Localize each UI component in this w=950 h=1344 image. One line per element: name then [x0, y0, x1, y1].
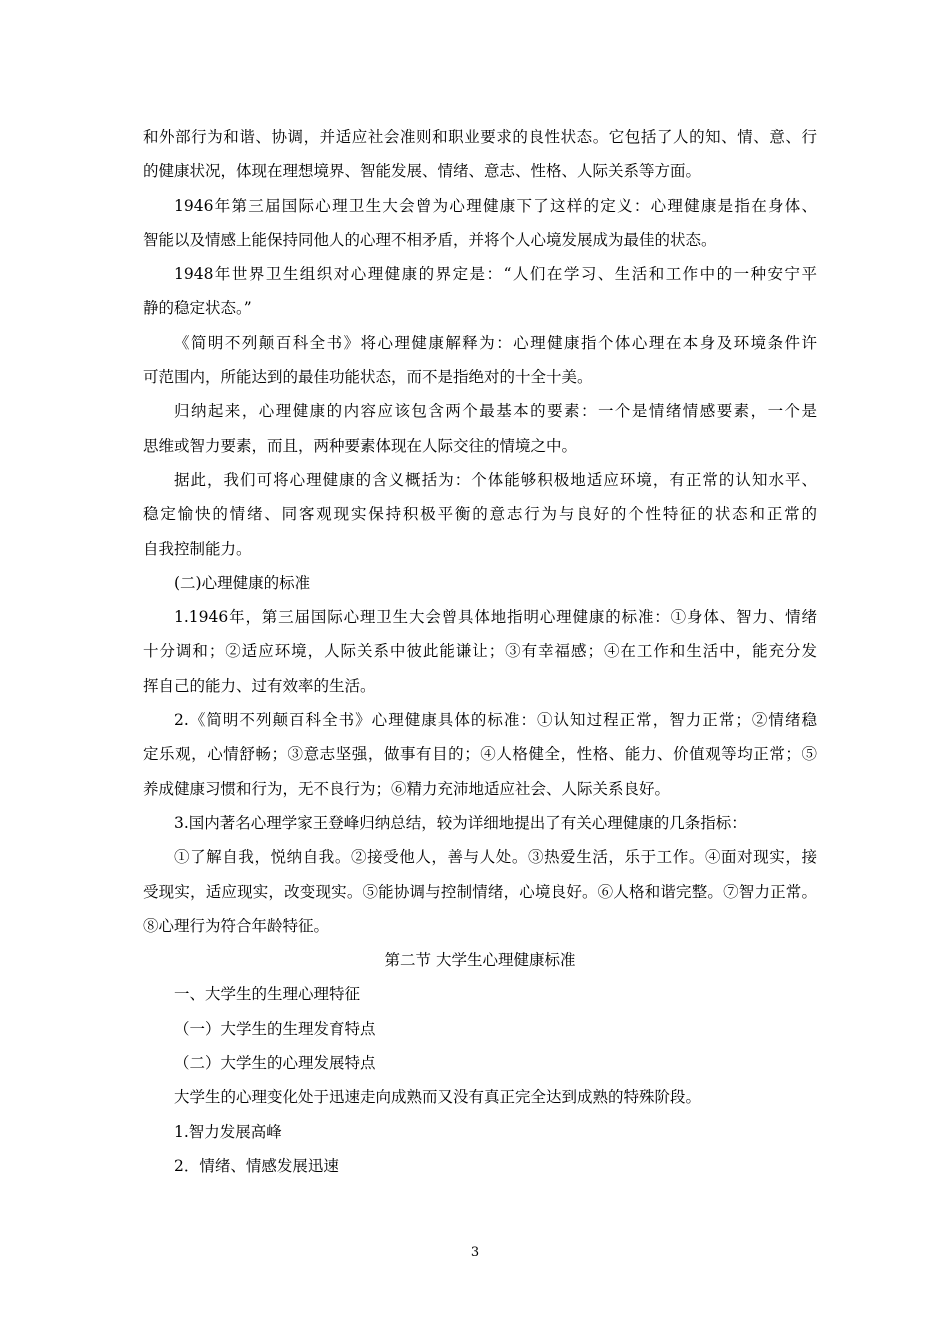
text-line: 挥自己的能力、过有效率的生活。	[143, 676, 376, 695]
text-line: 的健康状况，体现在理想境界、智能发展、情绪、意志、性格、人际关系等方面。	[143, 162, 702, 181]
text-line: 静的稳定状态。”	[143, 299, 252, 318]
text-line: 1946年第三届国际心理卫生大会曾为心理健康下了这样的定义：心理健康是指在身体、	[174, 196, 817, 215]
document-body	[143, 120, 817, 1183]
text-line: 3.国内著名心理学家王登峰归纳总结，较为详细地提出了有关心理健康的几条指标：	[174, 813, 747, 832]
text-line: 十分调和；②适应环境，人际关系中彼此能谦让；③有幸福感；④在工作和生活中，能充分发	[143, 642, 817, 661]
text-line: 2．情绪、情感发展迅速	[174, 1156, 339, 1175]
text-line: 稳定愉快的情绪、同客观现实保持积极平衡的意志行为与良好的个性特征的状态和正常的	[143, 505, 817, 524]
text-line: 《简明不列颠百科全书》将心理健康解释为：心理健康指个体心理在本身及环境条件许	[174, 333, 817, 352]
text-line: 智能以及情感上能保持同他人的心理不相矛盾，并将个人心境发展成为最佳的状态。	[143, 230, 717, 249]
text-line: 受现实，适应现实，改变现实。⑤能协调与控制情绪，心境良好。⑥人格和谐完整。⑦智力正常。	[143, 882, 817, 901]
text-line: 1.1946年，第三届国际心理卫生大会曾具体地指明心理健康的标准：①身体、智力、情绪	[174, 608, 817, 627]
text-line: （一）大学生的生理发育特点	[174, 1019, 376, 1038]
text-line: 养成健康习惯和行为，无不良行为；⑥精力充沛地适应社会、人际关系良好。	[143, 779, 671, 798]
text-line: 1948年世界卫生组织对心理健康的界定是：“人们在学习、生活和工作中的一种安宁平	[174, 265, 817, 284]
text-line: 思维或智力要素，而且，两种要素体现在人际交往的情境之中。	[143, 436, 578, 455]
text-line: 和外部行为和谐、协调，并适应社会准则和职业要求的良性状态。它包括了人的知、情、意、行	[143, 128, 817, 146]
text-line: 大学生的心理变化处于迅速走向成熟而又没有真正完全达到成熟的特殊阶段。	[174, 1088, 702, 1107]
text-line: 归纳起来，心理健康的内容应该包含两个最基本的要素：一个是情绪情感要素，一个是	[174, 402, 817, 421]
text-line: 定乐观，心情舒畅；③意志坚强，做事有目的；④人格健全，性格、能力、价值观等均正常；⑤	[143, 745, 817, 764]
text-line: (二)心理健康的标准	[174, 573, 311, 592]
text-line: ①了解自我，悦纳自我。②接受他人，善与人处。③热爱生活，乐于工作。④面对现实，接	[174, 848, 817, 867]
text-line: ⑧心理行为符合年龄特征。	[143, 916, 330, 935]
text-line: （二）大学生的心理发展特点	[174, 1054, 376, 1073]
section-heading: 第二节 大学生心理健康标准	[384, 951, 576, 970]
text-line: 据此，我们可将心理健康的含义概括为：个体能够积极地适应环境，有正常的认知水平、	[174, 470, 817, 489]
text-line: 可范围内，所能达到的最佳功能状态，而不是指绝对的十全十美。	[143, 368, 593, 387]
text-line: 一、大学生的生理心理特征	[174, 985, 361, 1004]
text-line: 1.智力发展高峰	[174, 1122, 282, 1141]
page-number: 3	[470, 1245, 480, 1260]
text-line: 2.《简明不列颠百科全书》心理健康具体的标准：①认知过程正常，智力正常；②情绪稳	[174, 711, 817, 730]
text-line: 自我控制能力。	[143, 539, 252, 558]
